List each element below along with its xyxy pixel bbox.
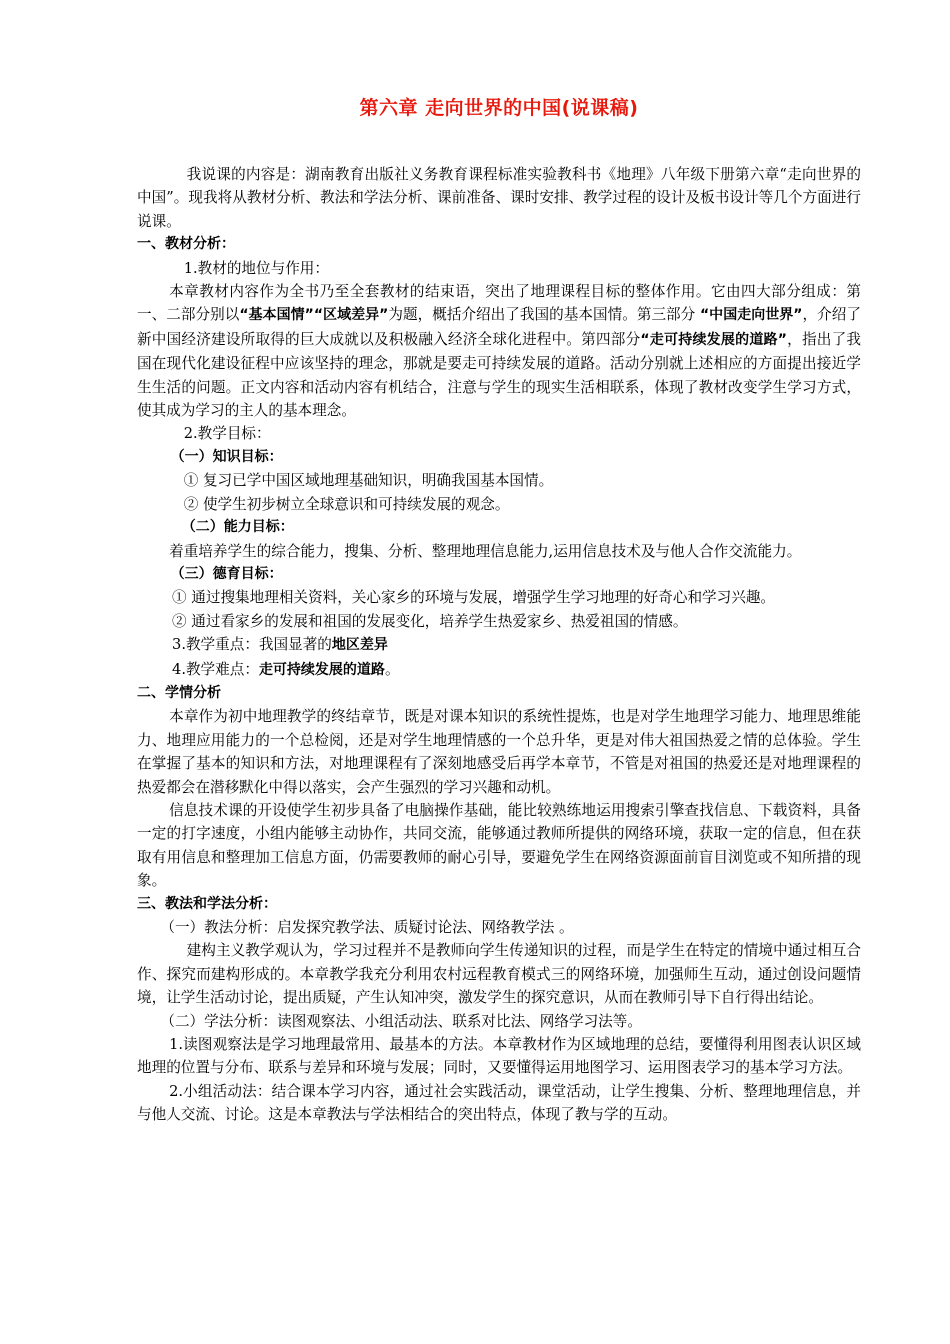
moral-goal-heading: （三）德育目标： — [170, 565, 283, 582]
learning-method-line: （二）学法分析：读图观察法、小组活动法、联系对比法、网络学习法等。 — [160, 1012, 642, 1030]
learner-paragraph: 本章作为初中地理教学的终结章节，既是对课本知识的系统性提炼，也是对学生地理学习能力、地理思维能力、地理应用能力的一个总检阅，还是对学生地理情感的一个总升华，更是对伟大祖国热爱之情的总体验。学生在掌握了基本的知识和方法，对地理课程有了深刻地感受后再学本章节，不管是对祖国的热爱还是对地理课程的热爱都会在潜移默化中得以落实，会产生强烈的学习兴趣和动机。 — [137, 708, 861, 796]
textbook-paragraph: 本章教材内容作为全书乃至全套教材的结束语，突出了地理课程目标的整体作用。它由四大部分组成：第一、二部分别以“基本国情”“区域差异”为题，概括介绍出了我国的基本国情。第三部分 “中国走向世界”，介绍了新中国经济建设所取得的巨大成就以及积极融入经济全球化进程中。第四部分“走可持续发展的道路”，指出了我国在现代化建设征程中应该坚持的理念，那就是要走可持续发展的道路。活动分别就上述相应的方面提出接近学生生活的问题。正文内容和活动内容有机结合，注意与学生的现实生活相联系，体现了教材改变学生学习方式，使其成为学习的主人的基本理念。 — [137, 283, 861, 420]
section-heading-learner-analysis: 二、学情分析 — [137, 684, 221, 701]
bold-phrase: “走可持续发展的道路” — [640, 331, 787, 348]
knowledge-goal-heading: （一）知识目标： — [170, 448, 283, 465]
subheading-position-role: 1.教材的地位与作用： — [183, 259, 329, 277]
intro-paragraph: 我说课的内容是：湖南教育出版社义务教育课程标准实验教科书《地理》八年级下册第六章“走向世界的中国”。现我将从教材分析、教法和学法分析、课前准备、课时安排、教学过程的设计及板书设计等几个方面进行说课。 — [137, 166, 861, 230]
subheading-teaching-goals: 2.教学目标： — [183, 425, 271, 443]
knowledge-goal-item: ② 使学生初步树立全球意识和可持续发展的观念。 — [183, 495, 510, 513]
learning-method-item: 2.小组活动法：结合课本学习内容，通过社会实践活动，课堂活动，让学生搜集、分析、整理地理信息，并与他人交流、讨论。这是本章教法与学法相结合的突出特点，体现了教与学的互动。 — [137, 1082, 861, 1124]
knowledge-goal-item: ① 复习已学中国区域地理基础知识，明确我国基本国情。 — [183, 472, 554, 490]
learner-paragraph: 信息技术课的开设使学生初步具备了电脑操作基础，能比较熟练地运用搜索引擎查找信息、下载资料，具备一定的打字速度，小组内能够主动协作，共同交流，能够通过教师所提供的网络环境，获取一定的信息，但在获取有用信息和整理加工信息方面，仍需要教师的耐心引导，要避免学生在网络资源面前盲目浏览或不知所措的现象。 — [137, 801, 861, 890]
ability-goal-text: 着重培养学生的综合能力，搜集、分析、整理地理信息能力,运用信息技术及与他人合作交流能力。 — [169, 542, 802, 560]
teaching-key-point: 3.教学重点：我国显著的地区差异 — [172, 636, 388, 654]
ability-goal-heading: （二）能力目标： — [181, 519, 294, 536]
teaching-method-paragraph: 建构主义教学观认为，学习过程并不是教师向学生传递知识的过程，而是学生在特定的情境中通过相互合作、探究而建构形成的。本章教学我充分利用农村远程教育模式三的网络环境，加强师生互动，通过创设问题情境，让学生活动讨论，提出质疑，产生认知冲突，激发学生的探究意识，从而在教师引导下自行得出结论。 — [137, 942, 861, 1007]
bold-phrase: “中国走向世界” — [699, 307, 803, 324]
moral-goal-item: ② 通过看家乡的发展和祖国的发展变化，培养学生热爱家乡、热爱祖国的情感。 — [172, 612, 688, 630]
page-title: 第六章 走向世界的中国(说课稿) — [359, 97, 639, 119]
teaching-method-line: （一）教法分析：启发探究教学法、质疑讨论法、网络教学法 。 — [160, 919, 574, 936]
moral-goal-item: ① 通过搜集地理相关资料，关心家乡的环境与发展，增强学生学习地理的好奇心和学习兴趣。 — [172, 589, 776, 607]
learning-method-item: 1.读图观察法是学习地理最常用、最基本的方法。本章教材作为区域地理的总结，要懂得利用图表认识区域地理的位置与分布、联系与差异和环境与发展；同时，又要懂得运用地图学习、运用图表学习的基本学习方法。 — [137, 1036, 861, 1077]
section-heading-textbook-analysis: 一、教材分析： — [137, 236, 235, 253]
document-body — [137, 163, 861, 1127]
section-heading-methods: 三、教法和学法分析： — [137, 895, 277, 912]
bold-phrase: “基本国情”“区域差异” — [239, 307, 389, 324]
teaching-difficulty: 4.教学难点：走可持续发展的道路。 — [172, 660, 400, 678]
